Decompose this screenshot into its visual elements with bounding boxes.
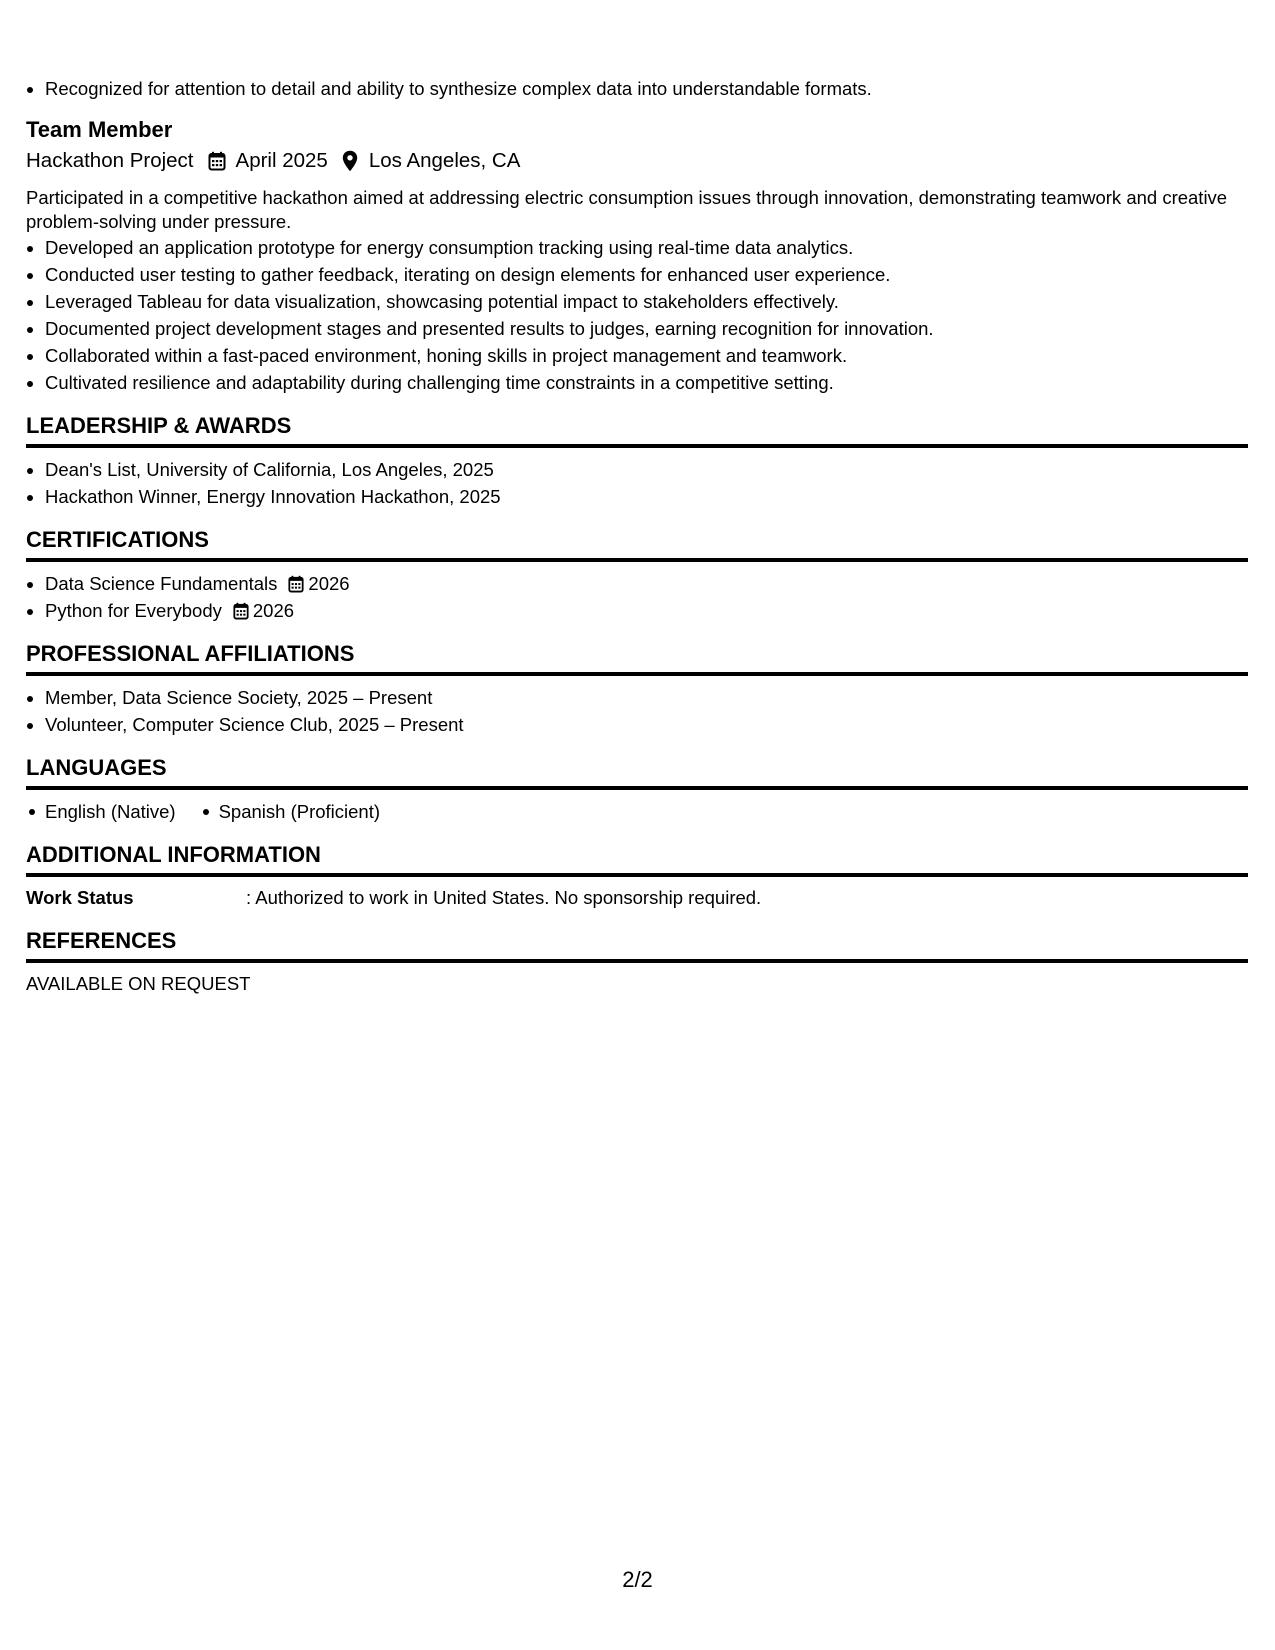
languages-section (26, 754, 1248, 825)
languages-list (26, 798, 1248, 825)
experience-entry (26, 116, 1248, 396)
role-date: April 2025 (235, 149, 328, 172)
language-item: English (Native) (26, 798, 176, 825)
role-title: Team Member (26, 117, 173, 142)
list-item: • Hackathon Winner, Energy Innovation Hackathon, 2025 (45, 483, 1248, 510)
list-item: • Cultivated resilience and adaptability during challenging time constraints in a competitive setting. (45, 369, 1248, 396)
section-heading: PROFESSIONAL AFFILIATIONS (26, 640, 1248, 676)
leadership-list (26, 456, 1248, 510)
role-bullets (26, 234, 1248, 396)
list-item: • Developed an application prototype for energy consumption tracking using real-time data analytics. (45, 234, 1248, 261)
certification-name: • Data Science Fundamentals (45, 573, 278, 594)
work-status-row (26, 885, 1248, 911)
list-item: • Documented project development stages and presented results to judges, earning recognition for innovation. (45, 315, 1248, 342)
previous-role-bullets (26, 76, 1248, 102)
section-heading: CERTIFICATIONS (26, 526, 1248, 562)
certifications-section (26, 526, 1248, 624)
certification-year: 2026 (252, 600, 295, 621)
section-heading: ADDITIONAL INFORMATION (26, 841, 1248, 877)
section-heading: LEADERSHIP & AWARDS (26, 412, 1248, 448)
certification-item (45, 597, 1248, 624)
section-heading: REFERENCES (26, 927, 1248, 963)
calendar-icon (233, 602, 249, 620)
affiliations-section (26, 640, 1248, 738)
additional-info-section (26, 841, 1248, 911)
certification-item (45, 570, 1248, 597)
page-number: 2/2 (622, 1567, 653, 1592)
role-location: Los Angeles, CA (368, 149, 521, 172)
list-item: • Leveraged Tableau for data visualization, showcasing potential impact to stakeholders effectively. (45, 288, 1248, 315)
certification-year: 2026 (308, 573, 350, 594)
resume-page (26, 76, 1248, 997)
references-text: AVAILABLE ON REQUEST (26, 973, 251, 994)
role-meta (26, 146, 1248, 176)
list-item: • Conducted user testing to gather feedback, iterating on design elements for enhanced user experience. (45, 261, 1248, 288)
list-item: • Volunteer, Computer Science Club, 2025 – Present (45, 711, 1248, 738)
calendar-icon (288, 575, 304, 593)
map-pin-icon (342, 150, 358, 172)
references-section (26, 927, 1248, 997)
leadership-section (26, 412, 1248, 510)
list-item: • Recognized for attention to detail and ability to synthesize complex data into understandable formats. (45, 76, 1248, 102)
list-item: • Dean's List, University of California, Los Angeles, 2025 (45, 456, 1248, 483)
certification-name: • Python for Everybody (45, 600, 222, 621)
role-summary: Participated in a competitive hackathon aimed at addressing electric consumption issues through innovation, demonstrating teamwork and creative problem-solving under pressure. (26, 187, 1228, 232)
list-item: • Collaborated within a fast-paced environment, honing skills in project management and teamwork. (45, 342, 1248, 369)
language-item: Spanish (Proficient) (200, 798, 380, 825)
calendar-icon (208, 151, 226, 171)
certifications-list (26, 570, 1248, 624)
affiliations-list (26, 684, 1248, 738)
list-item: • Member, Data Science Society, 2025 – Present (45, 684, 1248, 711)
work-status-label: Work Status (26, 887, 134, 908)
organization: Hackathon Project (26, 149, 194, 172)
work-status-value: : Authorized to work in United States. No sponsorship required. (246, 887, 762, 908)
section-heading: LANGUAGES (26, 754, 1248, 790)
